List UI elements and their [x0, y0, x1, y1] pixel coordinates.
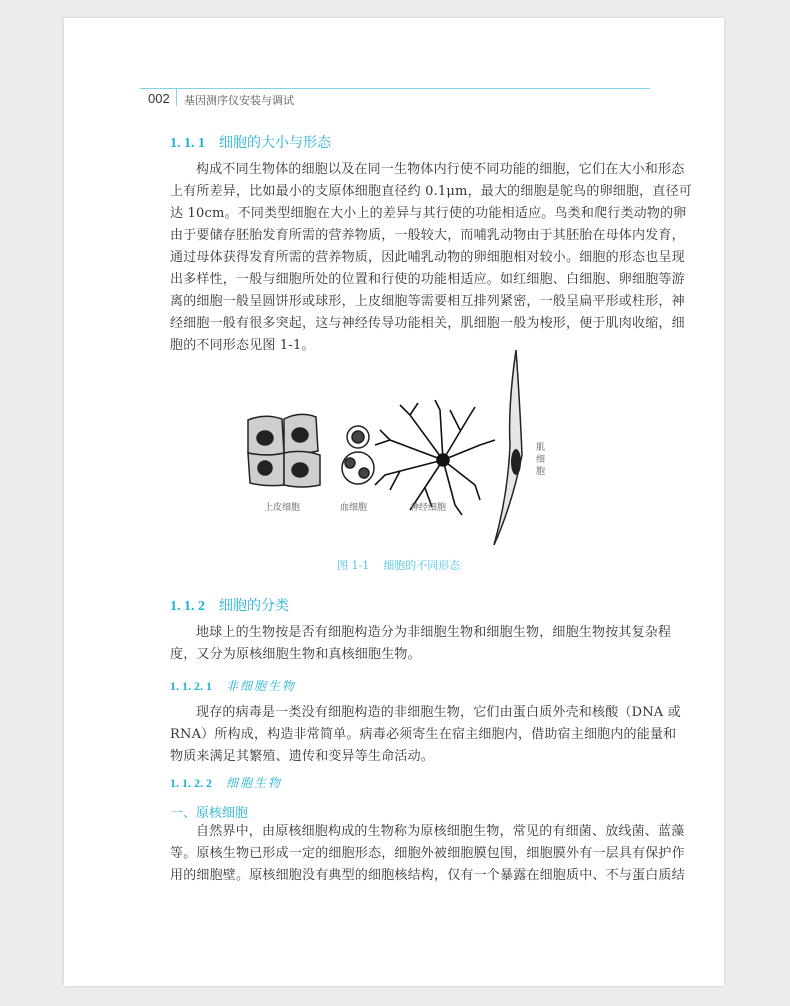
text-line: 构成不同生物体的细胞以及在同一生物体内行使不同功能的细胞，它们在大小和形态 [196, 162, 685, 177]
blood-cells-drawing [342, 426, 374, 484]
text-line: 现存的病毒是一类没有细胞构造的非细胞生物，它们由蛋白质外壳和核酸（DNA 或 [196, 705, 681, 720]
heading-number: 1. 1. 2 [170, 599, 205, 614]
heading-number: 1. 1. 2. 2 [170, 776, 212, 790]
text-line: 离的细胞一般呈圆饼形或球形，上皮细胞等需要相互排列紧密，一般呈扁平形或柱形，神 [170, 294, 685, 309]
label-muscle: 肌细胞 [536, 443, 546, 477]
caption-text: 细胞的不同形态 [383, 559, 461, 572]
heading-1-1-2-2 [170, 774, 282, 791]
label-blood: 血细胞 [340, 503, 368, 513]
text-line: 达 10cm。不同类型细胞在大小上的差异与其行使的功能相适应。鸟类和爬行类动物的卵 [170, 206, 687, 221]
muscle-cell-drawing [494, 350, 522, 545]
text-line: 物质来满足其繁殖、遗传和变异等生命活动。 [170, 749, 435, 764]
text-line: 胞的不同形态见图 1-1。 [170, 338, 315, 353]
subheading-prokaryote: 一、原核细胞 [170, 806, 249, 821]
text-line: 通过母体获得发育所需的营养物质，因此哺乳动物的卵细胞相对较小。细胞的形态也呈现 [170, 250, 685, 265]
header-divider [176, 88, 177, 106]
heading-number: 1. 1. 1 [170, 136, 205, 151]
heading-1-1-2-1 [170, 677, 296, 694]
heading-1-1-1 [170, 132, 331, 152]
heading-number: 1. 1. 2. 1 [170, 679, 212, 693]
heading-title: 细胞生物 [226, 776, 283, 790]
text-line: 等。原核生物已形成一定的细胞形态，细胞外被细胞膜包围，细胞膜外有一层具有保护作 [170, 846, 685, 861]
heading-title: 非细胞生物 [226, 679, 297, 693]
text-line: 出多样性，一般与细胞所处的位置和行使的功能相适应。如红细胞、白细胞、卵细胞等游 [170, 272, 685, 287]
cell-illustration [240, 345, 540, 550]
heading-title: 细胞的大小与形态 [219, 135, 331, 151]
caption-number: 图 1-1 [337, 559, 370, 572]
label-nerve: 神经细胞 [410, 503, 447, 513]
label-epithelial: 上皮细胞 [264, 503, 301, 513]
figure-caption [337, 557, 460, 573]
text-line: 自然界中，由原核细胞构成的生物称为原核细胞生物，常见的有细菌、放线菌、蓝藻 [196, 824, 685, 839]
text-line: 经细胞一般有很多突起，这与神经传导功能相关，肌细胞一般为梭形，便于肌肉收缩，细 [170, 316, 685, 331]
text-line: 用的细胞壁。原核细胞没有典型的细胞核结构，仅有一个暴露在细胞质中、不与蛋白质结 [170, 868, 685, 883]
text-line: RNA）所构成，构造非常简单。病毒必须寄生在宿主细胞内，借助宿主细胞内的能量和 [170, 727, 677, 742]
nerve-cell-drawing [375, 400, 495, 515]
heading-title: 细胞的分类 [219, 598, 289, 614]
epithelial-cells-drawing [248, 414, 320, 487]
heading-1-1-2 [170, 595, 289, 615]
text-line: 度，又分为原核细胞生物和真核细胞生物。 [170, 647, 421, 662]
text-line: 上有所差异，比如最小的支原体细胞直径约 0.1μm，最大的细胞是鸵鸟的卵细胞，直径可 [170, 184, 692, 199]
text-line: 由于要储存胚胎发育所需的营养物质，一般较大，而哺乳动物由于其胚胎在母体内发育， [170, 228, 685, 243]
text-line: 地球上的生物按是否有细胞构造分为非细胞生物和细胞生物，细胞生物按其复杂程 [196, 625, 672, 640]
running-title: 基因测序仪安装与调试 [184, 94, 294, 107]
page-number: 002 [148, 91, 170, 106]
header-rule [140, 88, 650, 89]
